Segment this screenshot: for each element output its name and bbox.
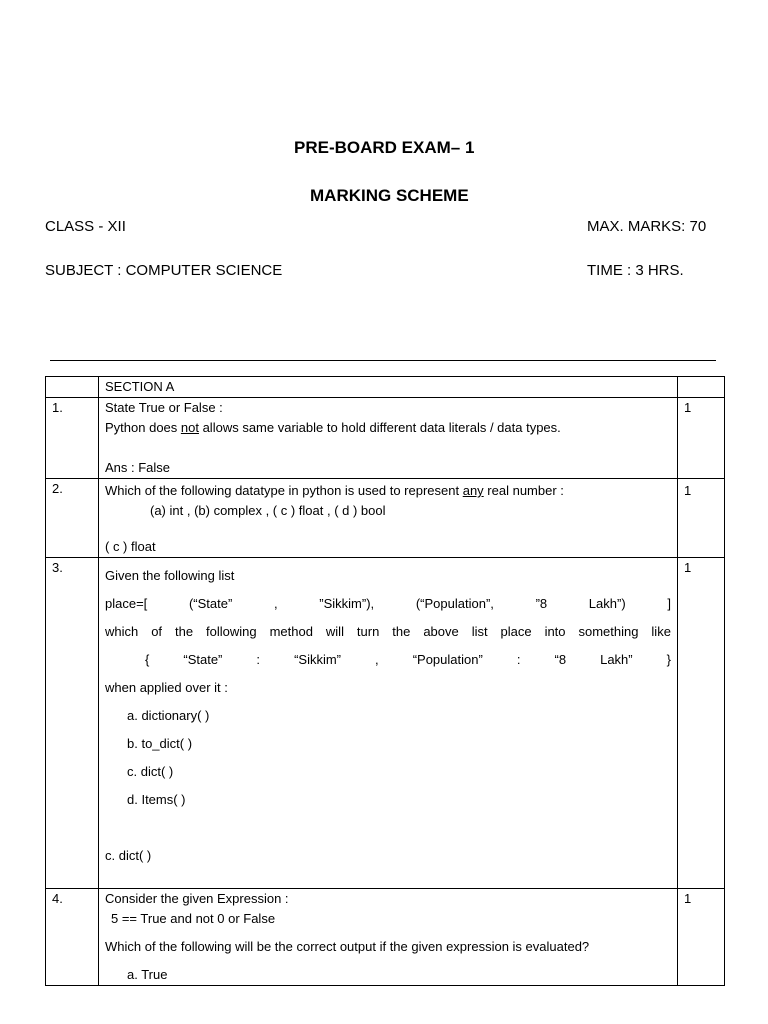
section-num-cell (46, 377, 99, 398)
question-marks: 1 (678, 889, 725, 986)
q4-option-a: a. True (127, 967, 168, 982)
q3-line5: when applied over it : (105, 680, 228, 695)
q3-option-d: d. Items( ) (127, 792, 186, 807)
q4-line3: Which of the following will be the correct output if the given expression is evaluated? (105, 939, 590, 954)
q3-option-b: b. to_dict( ) (127, 736, 193, 751)
question-row-3 (46, 558, 725, 889)
section-marks-cell (678, 377, 725, 398)
q3-dict-line: { “State” : “Sikkim” , “Population” : “8 Lakh” } (145, 652, 671, 667)
question-row-2 (46, 479, 725, 558)
marking-scheme-title: MARKING SCHEME (310, 186, 469, 205)
q3-line1: Given the following list (105, 568, 235, 583)
max-marks: MAX. MARKS: 70 (587, 218, 707, 235)
q2-line1: Which of the following datatype in python is used to represent any real number : (105, 483, 564, 498)
class-label: CLASS - XII (45, 218, 126, 235)
question-row-4 (46, 889, 725, 986)
question-body (99, 889, 678, 986)
marking-table (45, 376, 725, 986)
question-marks: 1 (678, 398, 725, 479)
q2-options: (a) int , (b) complex , ( c ) float , ( d ) bool (150, 503, 386, 518)
question-body (99, 558, 678, 889)
subject-label: SUBJECT : COMPUTER SCIENCE (45, 262, 283, 279)
q4-line2: 5 == True and not 0 or False (111, 911, 276, 926)
question-number: 2. (46, 479, 99, 558)
question-marks: 1 (678, 479, 725, 558)
question-marks: 1 (678, 558, 725, 889)
q3-answer: c. dict( ) (105, 848, 152, 863)
q3-option-c: c. dict( ) (127, 764, 174, 779)
q3-option-a: a. dictionary( ) (127, 708, 210, 723)
separator-rule (50, 360, 716, 361)
q2-answer: ( c ) float (105, 539, 156, 554)
q1-line1: State True or False : (105, 400, 223, 415)
q3-method-line: which of the following method will turn the above list place into something like (105, 624, 671, 639)
q1-answer: Ans : False (105, 460, 171, 475)
question-number: 3. (46, 558, 99, 889)
q1-line2: Python does not allows same variable to hold different data literals / data types. (105, 420, 561, 435)
question-body (99, 479, 678, 558)
section-row (46, 377, 725, 398)
question-body (99, 398, 678, 479)
section-title: SECTION A (99, 377, 678, 398)
time-label: TIME : 3 HRS. (587, 262, 684, 279)
q3-list-line: place=[ (“State” , ”Sikkim”), (“Population”, ”8 Lakh”) ] (105, 596, 671, 611)
question-number: 1. (46, 398, 99, 479)
question-number: 4. (46, 889, 99, 986)
exam-title: PRE-BOARD EXAM– 1 (294, 138, 475, 157)
q4-line1: Consider the given Expression : (105, 891, 289, 906)
question-row-1 (46, 398, 725, 479)
